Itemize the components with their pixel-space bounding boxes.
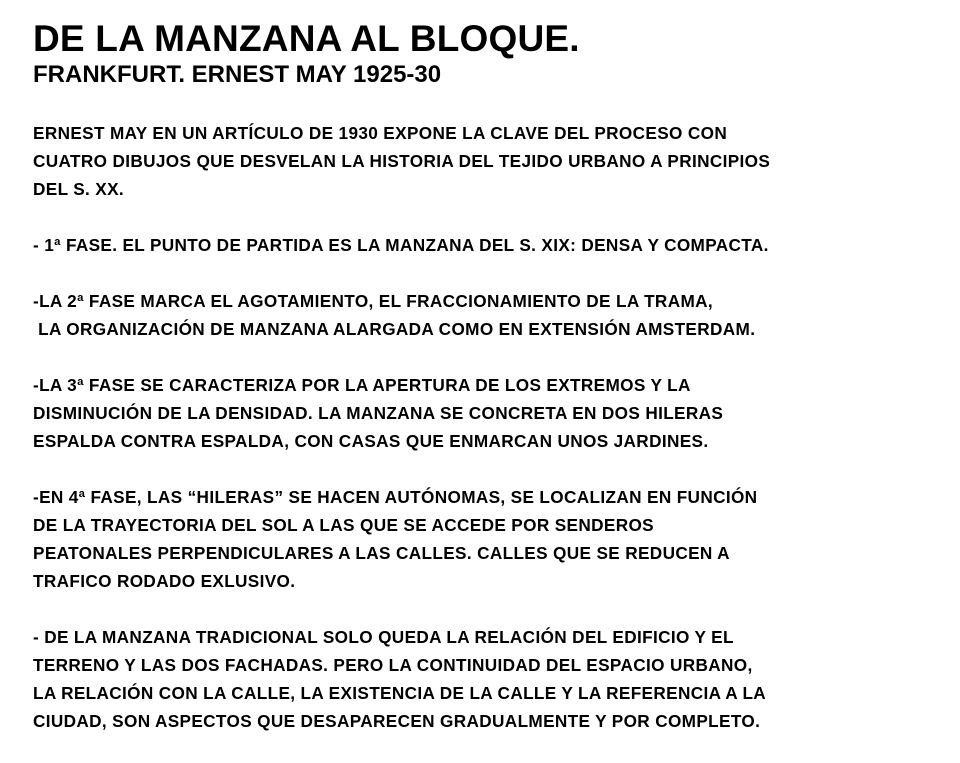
text-line: ERNEST MAY EN UN ARTÍCULO DE 1930 EXPONE LA CLAVE DEL PROCESO CON: [33, 123, 728, 143]
slide-body: [33, 119, 943, 735]
paragraph-phase-4: [33, 483, 943, 595]
text-line: LA RELACIÓN CON LA CALLE, LA EXISTENCIA DE LA CALLE Y LA REFERENCIA A LA: [33, 683, 767, 703]
slide-subtitle: FRANKFURT. ERNEST MAY 1925-30: [33, 61, 442, 88]
text-line: -LA 3ª FASE SE CARACTERIZA POR LA APERTURA DE LOS EXTREMOS Y LA: [33, 375, 691, 395]
text-line: DE LA TRAYECTORIA DEL SOL A LAS QUE SE ACCEDE POR SENDEROS: [33, 515, 654, 535]
paragraph-phase-1: [33, 231, 943, 259]
slide-title: DE LA MANZANA AL BLOQUE.: [33, 18, 580, 59]
paragraph-intro: [33, 119, 943, 203]
text-line: LA ORGANIZACIÓN DE MANZANA ALARGADA COMO EN EXTENSIÓN AMSTERDAM.: [33, 319, 756, 339]
text-line: TERRENO Y LAS DOS FACHADAS. PERO LA CONTINUIDAD DEL ESPACIO URBANO,: [33, 655, 753, 675]
text-line: -LA 2ª FASE MARCA EL AGOTAMIENTO, EL FRACCIONAMIENTO DE LA TRAMA,: [33, 291, 714, 311]
paragraph-phase-2: [33, 287, 943, 343]
paragraph-conclusion: [33, 623, 943, 735]
text-line: DEL S. XX.: [33, 179, 125, 199]
text-line: PEATONALES PERPENDICULARES A LAS CALLES. CALLES QUE SE REDUCEN A: [33, 543, 730, 563]
text-line: - 1ª FASE. EL PUNTO DE PARTIDA ES LA MANZANA DEL S. XIX: DENSA Y COMPACTA.: [33, 235, 769, 255]
paragraph-phase-3: [33, 371, 943, 455]
text-line: -EN 4ª FASE, LAS “HILERAS” SE HACEN AUTÓNOMAS, SE LOCALIZAN EN FUNCIÓN: [33, 487, 758, 507]
slide: [33, 18, 943, 763]
text-line: TRAFICO RODADO EXLUSIVO.: [33, 571, 296, 591]
text-line: ESPALDA CONTRA ESPALDA, CON CASAS QUE ENMARCAN UNOS JARDINES.: [33, 431, 709, 451]
text-line: - DE LA MANZANA TRADICIONAL SOLO QUEDA LA RELACIÓN DEL EDIFICIO Y EL: [33, 627, 734, 647]
text-line: CIUDAD, SON ASPECTOS QUE DESAPARECEN GRADUALMENTE Y POR COMPLETO.: [33, 711, 761, 731]
text-line: DISMINUCIÓN DE LA DENSIDAD. LA MANZANA SE CONCRETA EN DOS HILERAS: [33, 403, 724, 423]
text-line: CUATRO DIBUJOS QUE DESVELAN LA HISTORIA DEL TEJIDO URBANO A PRINCIPIOS: [33, 151, 771, 171]
